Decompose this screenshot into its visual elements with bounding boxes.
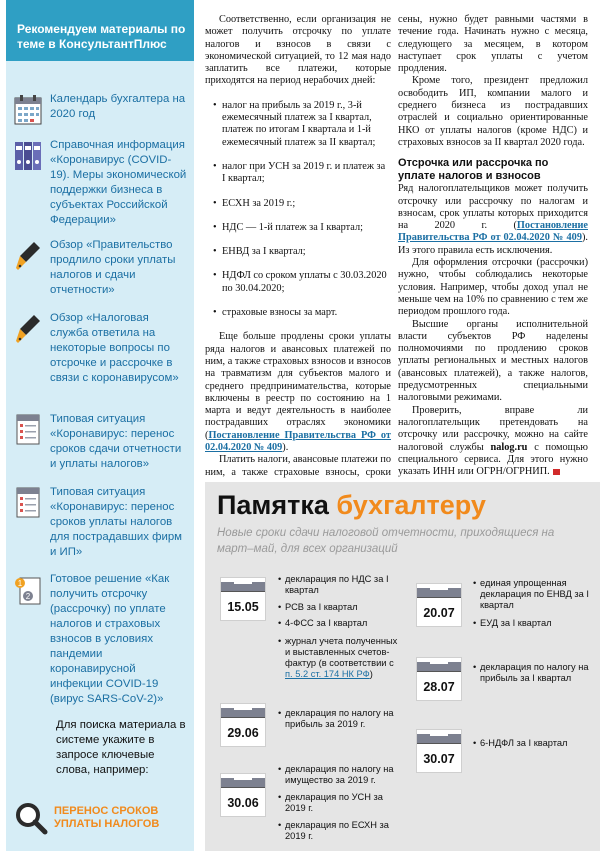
memo-item bbox=[285, 636, 400, 680]
sidebar-item-label: Обзор «Правительство продлило сроки уплаты налогов и сдачи отчетности» bbox=[50, 239, 176, 296]
sidebar bbox=[6, 0, 194, 851]
date-value: 28.07 bbox=[423, 680, 455, 694]
paragraph-text: Еще больше продлены сроки уплаты ряда налогов и авансовых платежей по ним, а также страховых взносов и взносов на травматизм для субъектов малого и среднего предпринимательства, которые включены в реестр по состоянию на 1 марта и ведут деятельность в наиболее пострадавших отраслях экономики ( bbox=[205, 331, 391, 441]
end-mark bbox=[553, 469, 560, 475]
paragraph bbox=[205, 331, 391, 454]
svg-text:1: 1 bbox=[17, 579, 23, 588]
memo-item-text: ) bbox=[369, 669, 373, 679]
search-keywords: ПЕРЕНОС СРОКОВ УПЛАТЫ НАЛОГОВ bbox=[54, 805, 160, 830]
list-item: • налог при УСН за 2019 г. и платеж за I квартал; bbox=[205, 161, 391, 186]
fountain-pen-icon bbox=[14, 240, 42, 272]
memo-subtitle: Новые сроки сдачи налоговой отчетности, приходящиеся на март–май, для всех организаций bbox=[217, 527, 555, 555]
memo-item-text: журнал учета полученных и выставленных счетов-фактур (в соответствии с bbox=[285, 636, 398, 668]
memo-item: • 4-ФСС за I квартал bbox=[285, 618, 395, 629]
paragraph: Платить налоги, авансовые платежи по ним, а также страховые взносы, сроки bbox=[205, 454, 391, 478]
paragraph-text: Ряд налогоплательщиков может получить отсрочку или рассрочку по налогам и взносам, срок уплаты которых приходится на 2020 г. ( bbox=[398, 183, 588, 232]
paragraph-text: ). Из этого правила есть исключения. bbox=[398, 232, 588, 256]
paragraph: Соответственно, если организация не может получить отсрочку по уплате налогов и взносов в связи с экономической ситуацией, то 12 мая надо заплатить все платежи, которые приходятся на период нерабочих дней: bbox=[205, 14, 391, 87]
document-icon bbox=[14, 414, 42, 446]
svg-text:2: 2 bbox=[25, 592, 31, 601]
binders-icon bbox=[14, 140, 42, 172]
date-card bbox=[221, 578, 265, 620]
list-item: • налог на прибыль за 2019 г., 3-й ежемесячный платеж за I квартал, платеж по итогам I квартала и 1-й ежемесячный платеж за II квартал; bbox=[205, 100, 391, 149]
memo-item: • 6-НДФЛ за I квартал bbox=[480, 738, 592, 749]
sidebar-title: Рекомендуем материалы по теме в КонсультантПлюс bbox=[6, 0, 194, 61]
paragraph: Для оформления отсрочки (рассрочки) нужно, чтобы соблюдались некоторые условия. Например, чтобы доход упал не меньше чем на 10% по сравнению с тем же периодом прошлого года. bbox=[398, 257, 588, 318]
date-card bbox=[417, 584, 461, 626]
numbered-steps-icon bbox=[14, 574, 42, 606]
date-value: 20.07 bbox=[423, 606, 455, 620]
paragraph-text: с помощью специального сервиса. Для этого нужно указать ИНН или ОГРН/ОГРНИП. bbox=[398, 441, 588, 478]
date-value: 15.05 bbox=[227, 600, 259, 614]
sidebar-item-label: Обзор «Налоговая служба ответила на некоторые вопросы по отсрочке и рассрочке в связи с коронавирусом» bbox=[50, 312, 179, 384]
sidebar-search-hint: Для поиска материала в системе укажите в запросе ключевые слова, например: bbox=[56, 719, 186, 776]
paragraph: сены, нужно будет равными частями в течение года. Начинать нужно с месяца, следующего за месяцем, в котором наступает срок уплаты с учетом продления. bbox=[398, 14, 588, 75]
accountant-memo bbox=[205, 482, 600, 851]
memo-title bbox=[217, 490, 486, 520]
fountain-pen-icon bbox=[14, 313, 42, 345]
memo-item: • ЕУД за I квартал bbox=[480, 618, 592, 629]
sidebar-item-review-tax-service[interactable] bbox=[6, 311, 194, 389]
sidebar-item-label: Типовая ситуация «Коронавирус: перенос сроков уплаты налогов для пострадавших фирм и ИП» bbox=[50, 486, 183, 558]
date-card bbox=[417, 658, 461, 700]
memo-title-part1: Памятка bbox=[217, 490, 329, 520]
memo-item: • декларация по налогу на прибыль за I квартал bbox=[480, 662, 592, 684]
document-icon bbox=[14, 487, 42, 519]
memo-title-part2: бухгалтеру bbox=[336, 490, 486, 520]
sidebar-item-situation-reporting[interactable] bbox=[6, 412, 194, 474]
sidebar-item-review-deadlines[interactable] bbox=[6, 238, 194, 296]
paragraph bbox=[398, 183, 588, 257]
sidebar-item-ready-solution[interactable] bbox=[6, 572, 194, 705]
paragraph: Высшие органы исполнительной власти субъектов РФ наделены полномочиями по продлению сроков уплаты региональных и местных налогов (авансовых платежей), а также налогов, предусмотренных специальными налоговыми режимами. bbox=[398, 318, 588, 404]
memo-item: • декларация по УСН за 2019 г. bbox=[285, 792, 395, 814]
tax-code-link[interactable]: п. 5.2 ст. 174 НК РФ bbox=[285, 669, 370, 679]
date-card bbox=[221, 774, 265, 816]
memo-item: • РСВ за I квартал bbox=[285, 602, 395, 613]
memo-item: • декларация по налогу на прибыль за 2019 г. bbox=[285, 708, 395, 730]
memo-item: • единая упрощенная декларация по ЕНВД за I квартал bbox=[480, 578, 592, 611]
date-card bbox=[417, 730, 461, 772]
date-card bbox=[221, 704, 265, 746]
sidebar-item-label: Готовое решение «Как получить отсрочку (рассрочку) по уплате налогов и страховых взносов в условиях пандемии коронавирусной инфекции COVID-19 (вирус SARS-CoV-2)» bbox=[50, 573, 170, 705]
list-item: • ЕНВД за I квартал; bbox=[205, 246, 391, 258]
list-item: • ЕСХН за 2019 г.; bbox=[205, 198, 391, 210]
date-value: 29.06 bbox=[227, 726, 259, 740]
sidebar-item-label: Календарь бухгалтера на 2020 год bbox=[50, 93, 186, 120]
article-column-2 bbox=[398, 14, 588, 478]
memo-item: • декларация по налогу на имущество за 2019 г. bbox=[285, 764, 395, 786]
date-value: 30.07 bbox=[423, 752, 455, 766]
date-value: 30.06 bbox=[227, 796, 259, 810]
section-heading: Отсрочка или рассрочка по уплате налогов и взносов bbox=[398, 157, 549, 183]
site-link[interactable]: nalog.ru bbox=[490, 441, 528, 453]
list-item: • страховые взносы за март. bbox=[205, 307, 391, 319]
memo-item: • декларация по НДС за I квартал bbox=[285, 574, 395, 596]
paragraph-text: Проверить, вправе ли налогоплательщик претендовать на отсрочку или рассрочку, можно на сайте налоговой службы bbox=[398, 404, 588, 453]
sidebar-item-calendar[interactable] bbox=[6, 92, 194, 126]
sidebar-item-situation-payment[interactable] bbox=[6, 485, 194, 558]
article-column-1 bbox=[205, 14, 391, 491]
sidebar-item-label: Типовая ситуация «Коронавирус: перенос сроков сдачи отчетности и уплаты налогов» bbox=[50, 413, 182, 470]
calendar-icon bbox=[14, 94, 42, 126]
sidebar-item-label: Справочная информация «Коронавирус (COVID-19). Меры экономической поддержки бизнеса в субъектах Российской Федерации» bbox=[50, 139, 187, 226]
paragraph: Кроме того, президент предложил освободить ИП, компании малого и среднего бизнеса из пострадавших отраслей и социально ориентированные НКО от уплаты налогов (кроме НДС) и страховых взносов за II квартал 2020 года. bbox=[398, 75, 588, 148]
sidebar-search-example[interactable] bbox=[14, 797, 194, 837]
decree-link[interactable]: Постановление Правительства РФ от 02.04.2020 № 409 bbox=[205, 429, 391, 454]
list-item: • НДС — 1-й платеж за I квартал; bbox=[205, 222, 391, 234]
list-item: • НДФЛ со сроком уплаты с 30.03.2020 по 30.04.2020; bbox=[205, 270, 391, 295]
paragraph-text: ). bbox=[282, 442, 289, 454]
decree-link[interactable]: Постановление Правительства РФ от 02.04.2020 № 409 bbox=[398, 220, 588, 244]
sidebar-item-covid-support[interactable] bbox=[6, 138, 194, 226]
deadline-list bbox=[205, 100, 391, 320]
paragraph bbox=[398, 405, 588, 479]
magnifier-icon bbox=[14, 801, 48, 835]
memo-item: • декларация по ЕСХН за 2019 г. bbox=[285, 820, 395, 842]
